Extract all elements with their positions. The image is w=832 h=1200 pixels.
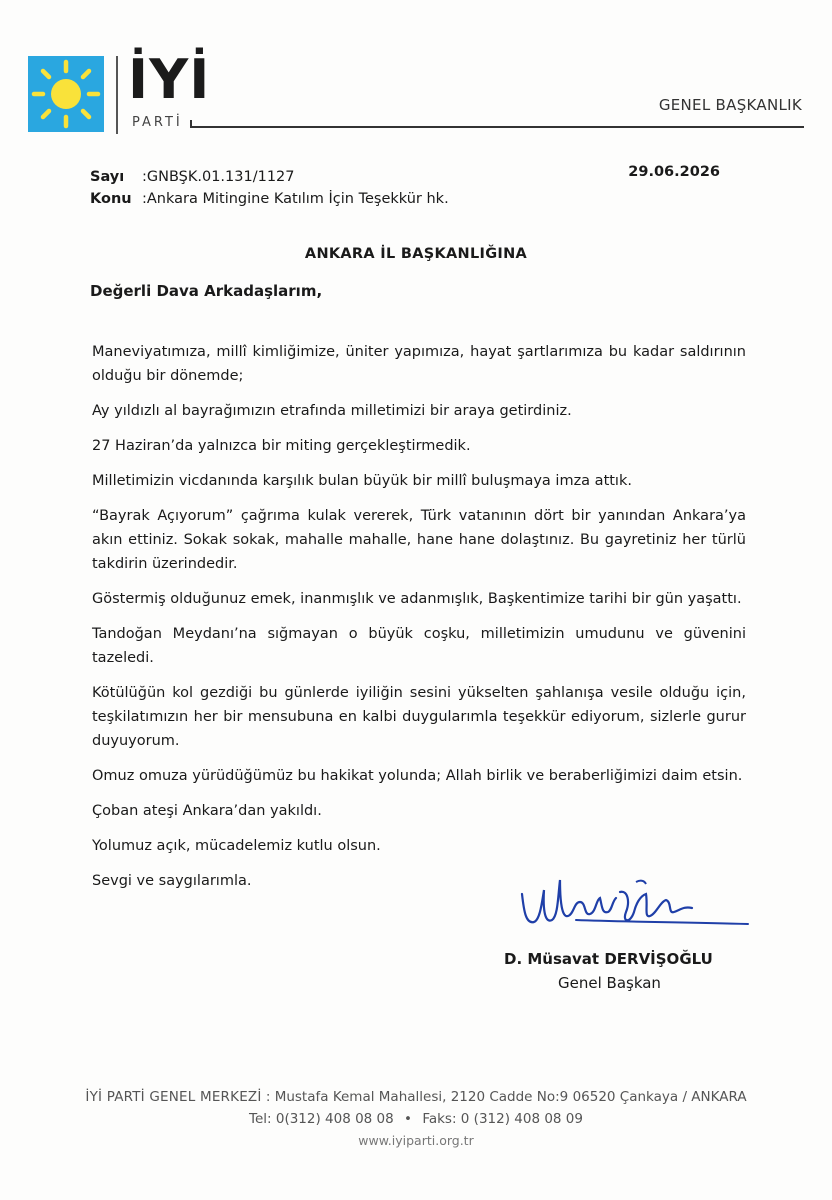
footer-address-label: İYİ PARTİ GENEL MERKEZİ	[85, 1089, 262, 1105]
body-paragraph: Çoban ateşi Ankara’dan yakıldı.	[92, 803, 322, 819]
footer-separator: •	[404, 1111, 413, 1127]
body-paragraph: Maneviyatımıza, millî kimliğimize, üniter yapımıza, hayat şartlarımıza bu kadar saldırının olduğu bir dönemde;	[92, 344, 746, 384]
salutation: Değerli Dava Arkadaşlarım,	[90, 282, 323, 300]
handwritten-signature	[516, 872, 756, 942]
footer-address-row	[0, 1086, 832, 1108]
brand-subtitle: PARTİ	[132, 115, 183, 130]
footer-phone: Tel: 0(312) 408 08 08	[249, 1111, 394, 1127]
body-paragraph: “Bayrak Açıyorum” çağrıma kulak vererek, Türk vatanının dört bir yanından Ankara’ya akın ettiniz. Sokak sokak, mahalle mahalle, hane hane dolaştınız. Bu gayretiniz her türlü takdirin üzerindedir.	[92, 508, 746, 572]
body-paragraph: Ay yıldızlı al bayrağımızın etrafında milletimizi bir araya getirdiniz.	[92, 403, 572, 419]
footer	[0, 1086, 832, 1152]
header-rule	[190, 126, 804, 128]
letter-date: 29.06.2026	[628, 164, 720, 180]
party-logo-sun-icon	[28, 56, 104, 132]
signatory-title: Genel Başkan	[558, 974, 661, 992]
sayi-label: Sayı	[90, 169, 125, 185]
konu-label: Konu	[90, 191, 132, 207]
letter-body	[92, 340, 746, 904]
konu-value: :Ankara Mitingine Katılım İçin Teşekkür hk.	[142, 191, 449, 207]
body-paragraph: Kötülüğün kol gezdiği bu günlerde iyiliğin sesini yükselten şahlanışa vesile olduğu için, teşkilatımızın her bir mensubuna en kalbi duygularımla teşekkür ediyorum, sizlerle gurur duyuyorum.	[92, 685, 746, 749]
sayi-row	[90, 166, 449, 188]
footer-address: : Mustafa Kemal Mahallesi, 2120 Cadde No:9 06520 Çankaya / ANKARA	[265, 1089, 747, 1105]
recipient: ANKARA İL BAŞKANLIĞINA	[304, 246, 528, 262]
body-paragraph: Göstermiş olduğunuz emek, inanmışlık ve adanmışlık, Başkentimize tarihi bir gün yaşattı.	[92, 591, 742, 607]
body-paragraph: 27 Haziran’da yalnızca bir miting gerçekleştirmedik.	[92, 438, 471, 454]
brand-divider	[116, 56, 118, 134]
body-paragraph: Sevgi ve saygılarımla.	[92, 873, 252, 889]
body-paragraph: Milletimizin vicdanında karşılık bulan büyük bir millî buluşmaya imza attık.	[92, 473, 632, 489]
footer-fax: Faks: 0 (312) 408 08 09	[422, 1111, 583, 1127]
body-paragraph: Yolumuz açık, mücadelemiz kutlu olsun.	[92, 838, 381, 854]
body-paragraph: Omuz omuza yürüdüğümüz bu hakikat yolunda; Allah birlik ve beraberliğimizi daim etsin.	[92, 768, 743, 784]
konu-row	[90, 188, 449, 210]
body-paragraph: Tandoğan Meydanı’na sığmayan o büyük coşku, milletimizin umudunu ve güvenini tazeledi.	[92, 626, 746, 666]
department-label: GENEL BAŞKANLIK	[658, 96, 802, 114]
footer-contact-row	[0, 1108, 832, 1130]
brand-name: İYİ	[128, 48, 211, 111]
footer-website[interactable]: www.iyiparti.org.tr	[358, 1133, 474, 1148]
signatory-name: D. Müsavat DERVİŞOĞLU	[504, 950, 713, 968]
sayi-value: :GNBŞK.01.131/1127	[142, 169, 295, 185]
letter-meta	[90, 166, 449, 210]
